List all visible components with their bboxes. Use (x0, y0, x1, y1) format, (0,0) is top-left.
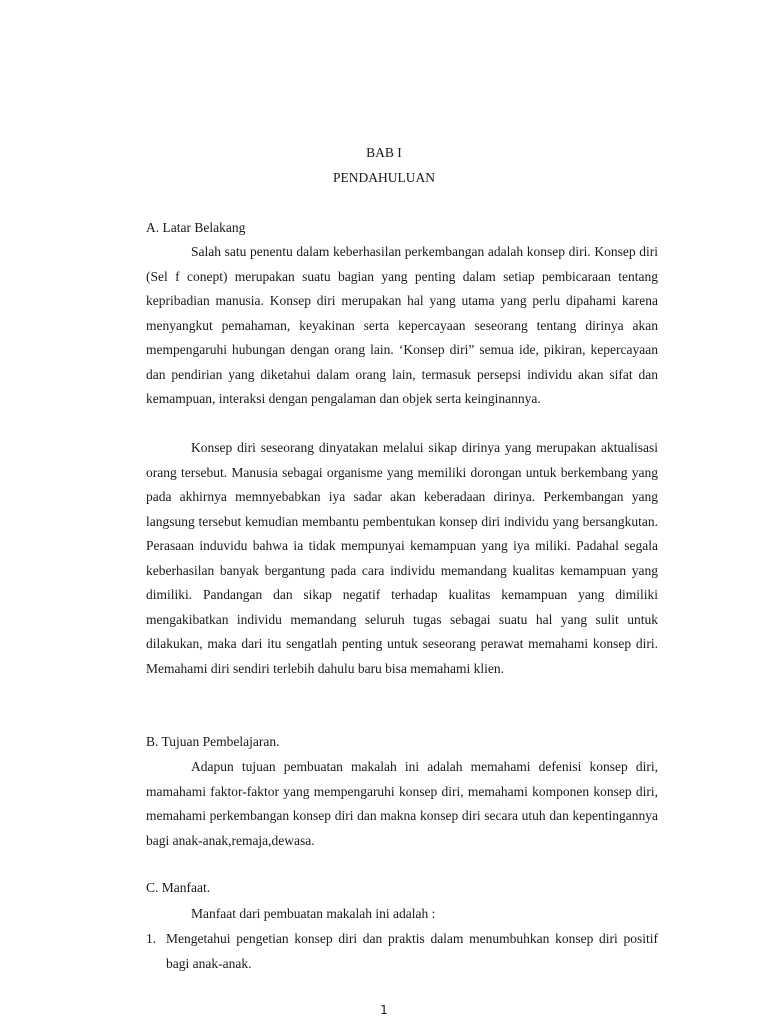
section-heading-manfaat: C. Manfaat. (146, 880, 211, 895)
paragraph-latar-belakang-1: Salah satu penentu dalam keberhasilan perkembangan adalah konsep diri. Konsep diri (Sel f conept) merupakan suatu bagian yang penting dalam setiap pembicaraan tentang kepribadian manusia. Konsep diri merupakan hal yang utama yang perlu dipahami karena menyangkut pemahaman, keyakinan serta kepercayaan seseorang tentang dirinya akan mempengaruhi hubungan dengan orang lain. ‘Konsep diri” semua ide, pikiran, kepercayaan dan pendirian yang diketahui dalam orang lain, termasuk persepsi individu akan sifat dan kemampuan, interaksi dengan pengalaman dan objek serta keinginannya. (146, 244, 658, 406)
list-item-number: 1. (146, 931, 157, 946)
list-item-text: Mengetahui pengetian konsep diri dan praktis dalam menumbuhkan konsep diri positif bagi anak-anak. (166, 931, 658, 971)
paragraph-manfaat: Manfaat dari pembuatan makalah ini adalah : (191, 906, 436, 921)
section-heading-latar-belakang: A. Latar Belakang (146, 220, 246, 235)
section-heading-tujuan: B. Tujuan Pembelajaran. (146, 734, 280, 749)
manfaat-list (146, 927, 658, 976)
paragraph-tujuan: Adapun tujuan pembuatan makalah ini adalah memahami defenisi konsep diri, mamahami faktor-faktor yang mempengaruhi konsep diri, memahami komponen konsep diri, memahami perkembangan konsep diri dan makna konsep diri secara utuh dan kepentingannya bagi anak-anak,remaja,dewasa. (146, 759, 658, 848)
page-number: 1 (380, 1003, 388, 1017)
list-item (146, 927, 658, 976)
chapter-label: BAB I (366, 145, 402, 160)
chapter-title: PENDAHULUAN (333, 170, 435, 185)
paragraph-latar-belakang-2: Konsep diri seseorang dinyatakan melalui sikap dirinya yang merupakan aktualisasi orang tersebut. Manusia sebagai organisme yang memiliki dorongan untuk berkembang yang pada akhirnya memnyebabkan iya sadar akan keberadaan dirinya. Perkembangan yang langsung tersebut kemudian membantu pembentukan konsep diri individu yang bersangkutan. Perasaan induvidu bahwa ia tidak mempunyai kemampuan yang iya miliki. Padahal segala keberhasilan banyak bergantung pada cara individu memandang kualitas kemampuan yang dimiliki. Pandangan dan sikap negatif terhadap kualitas kemampuan yang dimiliki mengakibatkan individu memandang seluruh tugas sebagai suatu hal yang sulit untuk dilakukan, maka dari itu sengatlah penting untuk seseorang perawat memahami konsep diri. Memahami diri sendiri terlebih dahulu baru bisa memahami klien. (146, 440, 658, 676)
